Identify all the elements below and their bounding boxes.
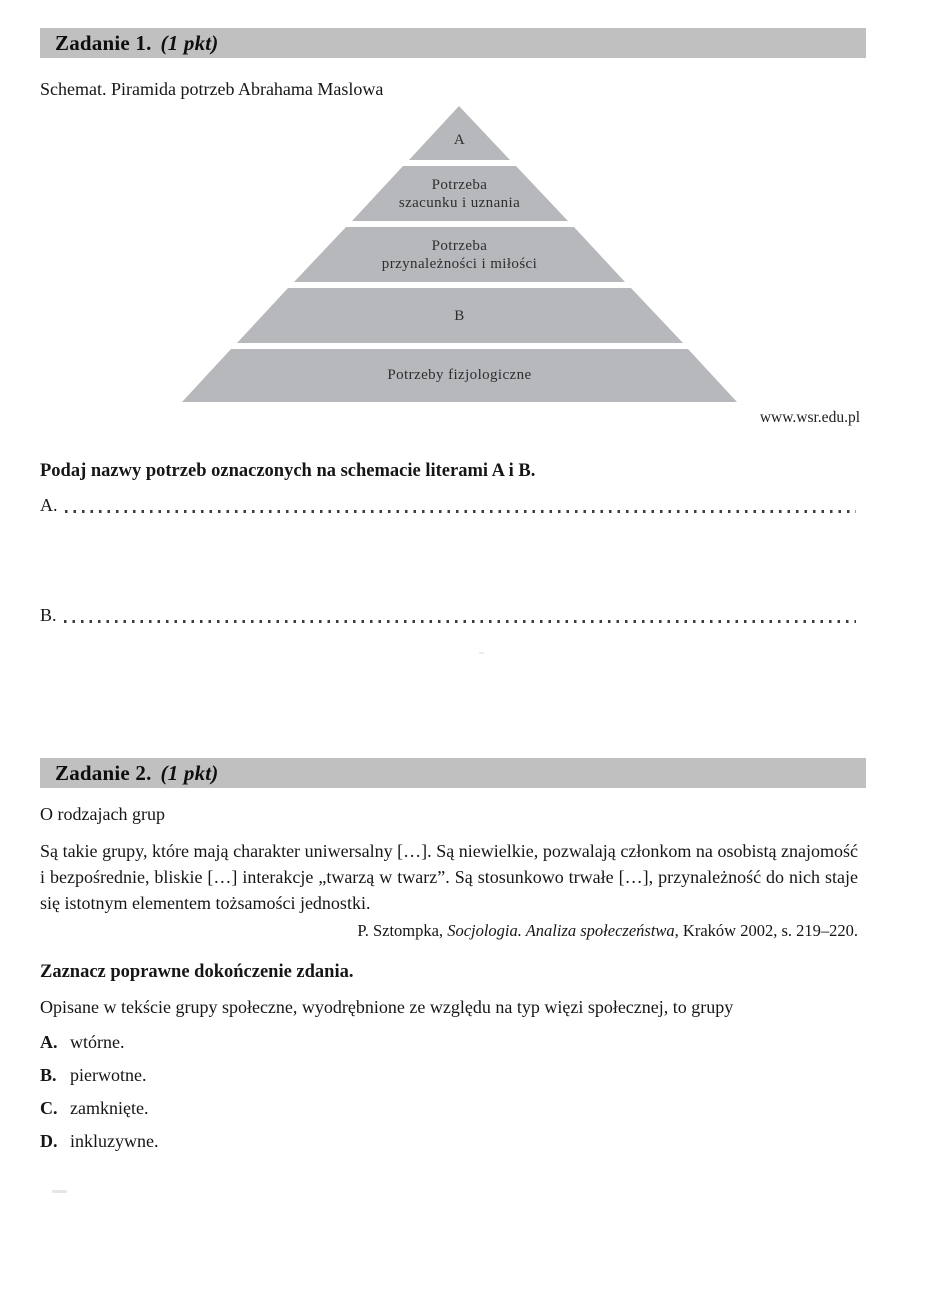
option-d-text: inkluzywne. (70, 1131, 159, 1151)
task1-header-bar (40, 28, 866, 58)
option-b-letter: B. (40, 1065, 57, 1085)
answer-line-b (40, 604, 856, 626)
option-c-text: zamknięte. (70, 1098, 149, 1118)
option-a-text: wtórne. (70, 1032, 125, 1052)
pyramid-label-belonging-line1: Potrzeba (431, 237, 488, 254)
task2-header-bar (40, 758, 866, 788)
answer-line-b-label: B. (40, 605, 57, 625)
option-a-letter: A. (40, 1032, 58, 1052)
dotted-answer-line-b (64, 620, 856, 623)
option-a (40, 1031, 158, 1053)
task2-instruction: Zaznacz poprawne dokończenie zdania. (40, 962, 354, 982)
pyramid-level-shape-base (182, 349, 737, 402)
option-c (40, 1097, 158, 1119)
pyramid-level-shape-2 (352, 166, 568, 221)
scan-artifact (52, 1190, 67, 1193)
task1-points: (1 pkt) (160, 30, 219, 55)
maslow-pyramid-diagram (182, 106, 737, 402)
task1-instruction: Podaj nazwy potrzeb oznaczonych na schemacie literami A i B. (40, 461, 536, 481)
pyramid-level-shape-top (409, 106, 510, 160)
task2-options (40, 1031, 158, 1163)
option-b-text: pierwotne. (70, 1065, 147, 1085)
option-d-letter: D. (40, 1131, 58, 1151)
pyramid-level-shape-3 (294, 227, 625, 282)
task2-citation (357, 921, 858, 941)
pyramid-shapes (182, 106, 737, 402)
pyramid-label-belonging-line2: przynależności i miłości (381, 255, 538, 272)
citation-work-title: Socjologia. Analiza społeczeństwa (447, 921, 675, 940)
pyramid-label-esteem-line2: szacunku i uznania (398, 194, 521, 211)
dotted-answer-line-a (65, 510, 857, 513)
task2-question-stem: Opisane w tekście grupy społeczne, wyodrębnione ze względu na typ więzi społecznej, to grupy (40, 997, 734, 1017)
schema-caption: Schemat. Piramida potrzeb Abrahama Maslowa (40, 79, 384, 99)
task2-points: (1 pkt) (160, 760, 219, 785)
option-b (40, 1064, 158, 1086)
task2-source-text-title: O rodzajach grup (40, 804, 165, 824)
answer-line-a (40, 494, 856, 516)
answer-line-a-label: A. (40, 495, 58, 515)
option-c-letter: C. (40, 1098, 58, 1118)
source-url: www.wsr.edu.pl (759, 409, 860, 426)
task2-title: Zadanie 2. (55, 760, 152, 785)
option-d (40, 1130, 158, 1152)
task2-source-text: Są takie grupy, które mają charakter uniwersalny […]. Są niewielkie, pozwalają członkom na osobistą znajomość i bezpośrednie, bliskie […] interakcje „twarzą w twarz”. Są stosunkowo trwałe […], przynależność do nich staje się istotnym elementem tożsamości jednostki. (40, 841, 858, 913)
pyramid-label-esteem-line1: Potrzeba (431, 176, 488, 193)
task1-title: Zadanie 1. (55, 30, 152, 55)
citation-details: , Kraków 2002, s. 219–220. (674, 921, 858, 940)
pyramid-level-shape-4 (237, 288, 683, 343)
pyramid-label-physiological-line1: Potrzeby fizjologiczne (387, 367, 532, 383)
scan-artifact (479, 652, 484, 654)
citation-author: P. Sztompka, (357, 921, 448, 940)
pyramid-label-a-line1: A (453, 132, 466, 148)
pyramid-label-b-line1: B (454, 307, 465, 324)
